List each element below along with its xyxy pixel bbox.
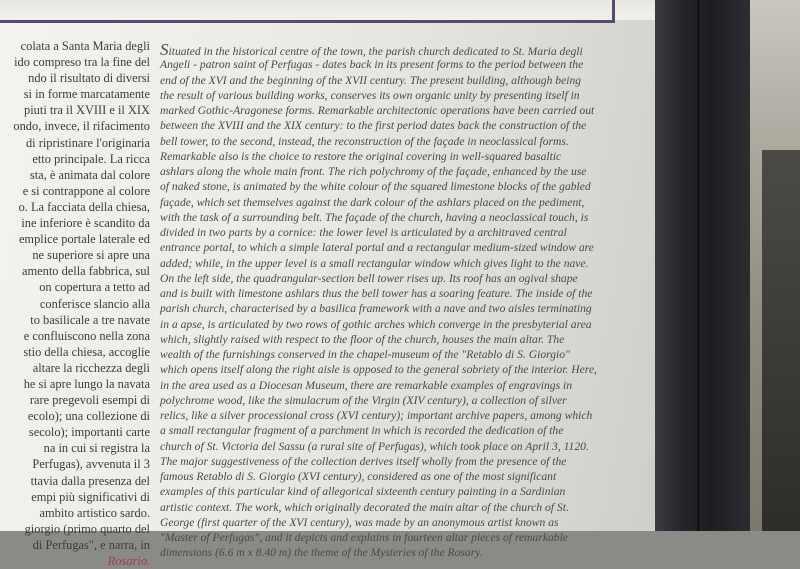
english-text-line: examples of this particular kind of allegorical sixteenth century painting in a Sardinian (160, 485, 566, 499)
english-text-line: of naked stone, is animated by the white colour of the squared limestone blocks of the gabled (160, 180, 591, 194)
wall-shadow (762, 150, 800, 531)
english-text-line: bell tower, to the second, instead, the reconstruction of the façade in neoclassical forms. (160, 134, 569, 148)
english-first-line (160, 42, 622, 57)
english-text-line: which, slightly raised with respect to the floor of the church, houses the main altar. The (160, 332, 565, 346)
italian-text-line: si in forme marcatamente (23, 87, 150, 102)
italian-text-line: conferisce slancio alla (39, 296, 150, 311)
italian-text-line: emplice portale laterale ed (18, 232, 150, 247)
english-text-line: between the XVIII and the XIX century: to the first period dates back the construction of the (160, 119, 587, 133)
post-edge (697, 0, 700, 531)
english-text-line: with the task of a surrounding belt. The façade of the church, having a neoclassical touch, is (160, 210, 589, 224)
italian-text-line: e confluiscono nella zona (23, 328, 150, 343)
english-text-line: the result of various building works, conserves its own organic unity by presenting itself in (160, 88, 580, 102)
english-text-line: and is built with limestone ashlars thus the bell tower has a soaring feature. The inside of the (160, 287, 593, 300)
english-text-line: wealth of the furnishings conserved in the chapel-museum of the "Retablo di S. Giorgio" (160, 348, 570, 361)
italian-text-line: stio della chiesa, accoglie (23, 344, 150, 359)
italian-text-line: ne superiore si apre una (32, 248, 150, 263)
italian-text-line: giorgio (primo quarto del (24, 521, 150, 536)
italian-text-line: colata a Santa Maria degli (20, 39, 150, 53)
english-text-line: ashlars along the whole main front. The rich polychromy of the façade, enhanced by the use (160, 165, 587, 178)
italian-text-line: ine inferiore è scandito da (21, 216, 150, 231)
english-text-line: a small rectangular fragment of a parchment in which is recorded the dedication of the (160, 424, 564, 438)
italian-text-line: altare la ricchezza degli (32, 360, 150, 375)
italian-text-line: etto principale. La ricca (32, 151, 150, 166)
italian-text-line: Rosario. (107, 554, 150, 568)
italian-text-line: ecolo); una collezione di (27, 409, 150, 424)
english-text-line: marked Gothic-Aragonese forms. Remarkable architectonic operations have been carried out (160, 104, 595, 117)
italian-text-line: he si apre lungo la navata (23, 376, 150, 391)
italian-text-line: e si contrappone al colore (22, 183, 150, 198)
english-text-line: Remarkable also is the choice to restore the original covering in well-squared basaltic (160, 149, 562, 163)
english-text-line: which opens itself along the right aisle is opposed to the general sobriety of the interior. Here, (160, 363, 597, 377)
english-text-line: church of St. Victoria del Sassu (a rural site of Perfugas), which took place on April 3, 1120. (160, 439, 589, 453)
english-text-line: famous Retablo di S. Giorgio (XVI century), considered as one of the most significant (160, 470, 557, 483)
italian-text-line: ndo il risultato di diversi (28, 71, 150, 86)
english-text-line: George (first quarter of the XVI century), was made by an anonymous artist known as (160, 515, 559, 529)
italian-text-line: empi più significativi di (31, 489, 150, 504)
italian-text-line: to basilicale a tre navate (30, 312, 150, 327)
english-text-line: in a apse, is articulated by two rows of gothic arches which converge in the presbyterial area (160, 317, 592, 331)
english-text-line: artistic context. The work, which originally decorated the main altar of the church of St. (160, 500, 569, 514)
english-text-line: polychrome wood, like the simulacrum of the Virgin (XIV century), a collection of silver (160, 393, 567, 407)
english-text-line: entrance portal, to which a simple lateral portal and a rectangular medium-sized window are (160, 241, 594, 255)
italian-text-line: rare pregevoli esempi di (29, 393, 150, 408)
italian-text-line: ttavia dalla presenza del (30, 473, 150, 488)
english-text-line: "Master of Perfugas", and it depicts and explains in fourteen altar pieces of remarkable (160, 531, 568, 544)
english-text-line: end of the XVI and the beginning of the XVII century. The present building, although being (160, 73, 582, 87)
english-text-line: The major suggestiveness of the collection derives itself wholly from the presence of the (160, 454, 567, 468)
dark-post (655, 0, 750, 531)
english-text-line: dimensions (6.6 m x 8.40 m) the theme of the Mysteries of the Rosary. (160, 546, 483, 560)
italian-text-line: ondo, invece, il rifacimento (13, 119, 150, 134)
sign-frame-border (0, 20, 615, 23)
italian-text-line: sta, è animata dal colore (29, 167, 150, 182)
english-text-line: in the area used as a Diocesan Museum, there are remarkable examples of engravings in (160, 378, 573, 392)
sign-top-band (0, 0, 655, 20)
english-text-line: added; while, in the upper level is a small rectangular window which gives light to the nave. (160, 256, 589, 270)
italian-text-line: na in cui si registra la (43, 441, 150, 456)
italian-text-line: ambito artistico sardo. (39, 505, 150, 520)
english-text-line: façade, which set themselves against the dark colour of the ashlars placed on the pediment, (160, 195, 585, 209)
italian-text-line: on copertura a tetto ad (39, 280, 150, 295)
italian-text-line: di Perfugas", e narra, in (32, 537, 150, 552)
italian-text-column (0, 38, 150, 569)
english-text-line: Angeli - patron saint of Perfugas - dates back in its present forms to the period between the (160, 58, 584, 72)
italian-text-line: Perfugas), avvenuta il 3 (32, 457, 150, 472)
italian-text-line: ido compreso tra la fine del (14, 55, 150, 70)
english-text-column (160, 42, 622, 561)
italian-text-line: secolo); importanti carte (28, 425, 150, 440)
english-first-line-text: ituated in the historical centre of the town, the parish church dedicated to St. Maria degli (168, 45, 583, 58)
italian-text-line: di ripristinare l'originaria (25, 135, 150, 150)
italian-text-line: o. La facciata della chiesa, (18, 199, 150, 214)
italian-text-line: piuti tra il XVIII e il XIX (24, 103, 150, 118)
italian-text-line: amento della fabbrica, sul (22, 264, 150, 279)
english-text-line: parish church, characterised by a basilica framework with a nave and two aisles terminating (160, 302, 592, 316)
drop-cap: S (160, 40, 169, 59)
sign-frame-corner (612, 0, 615, 23)
english-text-line: On the left side, the quadrangular-section bell tower rises up. Its roof has an ogival shape (160, 271, 578, 285)
english-text-line: relics, like a silver processional cross (XVI century); important archive papers, among which (160, 409, 593, 422)
english-text-line: divided in two parts by a cornice: the lower level is articulated by a architraved central (160, 226, 567, 239)
